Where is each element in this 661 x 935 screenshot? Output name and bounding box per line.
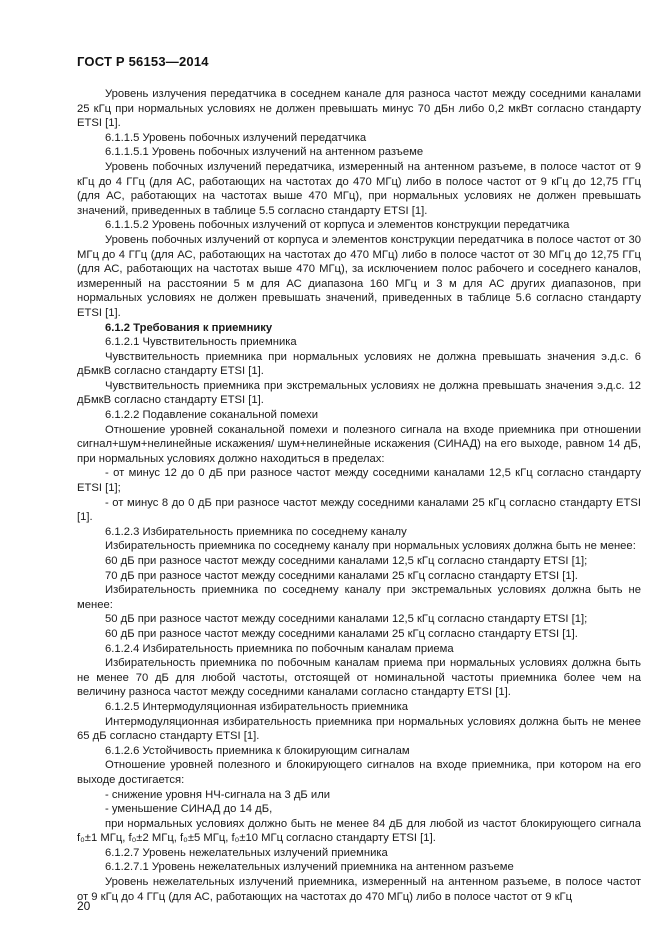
subsection-heading: 6.1.2.6 Устойчивость приемника к блокирующим сигналам — [105, 744, 410, 757]
subsection-heading: 6.1.2.2 Подавление соканальной помехи — [105, 409, 319, 422]
paragraph: Интермодуляционная избирательность приемника при нормальных условиях должна быть не менее 65 дБ согласно стандарту ETSI [1]. — [77, 715, 641, 743]
paragraph: 60 дБ при разносе частот между соседними каналами 12,5 кГц согласно стандарту ETSI [1]; — [105, 555, 588, 567]
paragraph: - от минус 8 до 0 дБ при разносе частот между соседними каналами 25 кГц согласно стандарту ETSI [1]. — [77, 496, 641, 524]
paragraph: Избирательность приемника по соседнему каналу при нормальных условиях должна быть не менее: — [105, 540, 636, 553]
paragraph: Избирательность приемника по побочным каналам приема при нормальных условиях должна быть не менее 70 дБ для любой частоты, отстоящей от номинальной частоты приемника более чем на величину разноса частот между соседними каналами согласно стандарту ETSI [1]. — [77, 657, 641, 699]
paragraph: - уменьшение СИНАД до 14 дБ, — [105, 803, 273, 816]
subsection-heading: 6.1.2.7 Уровень нежелательных излучений приемника — [105, 846, 388, 859]
paragraph: Чувствительность приемника при экстремальных условиях не должна превышать значения э.д.с. 12 дБмкВ согласно стандарту ETSI [1]. — [77, 379, 641, 407]
section-heading: 6.1.2 Требования к приемнику — [105, 321, 273, 334]
paragraph: Уровень нежелательных излучений приемника, измеренный на антенном разъеме, в полосе частот от 9 кГц до 4 ГГц (для АС, работающих на частотах до 470 МГц) либо в полосе частот от 9 кГц — [77, 876, 641, 903]
paragraph: - от минус 12 до 0 дБ при разносе частот между соседними каналами 12,5 кГц согласно стандарту ETSI [1]; — [77, 467, 641, 495]
page-number: 20 — [77, 899, 91, 913]
subsection-heading: 6.1.1.5.2 Уровень побочных излучений от корпуса и элементов конструкции передатчика — [105, 219, 570, 232]
paragraph: 70 дБ при разносе частот между соседними каналами 25 кГц согласно стандарту ETSI [1]. — [105, 569, 578, 582]
paragraph: - снижение уровня НЧ-сигнала на 3 дБ или — [105, 788, 331, 801]
paragraph: при нормальных условиях должно быть не менее 84 дБ для любой из частот блокирующего сигнала f₀±1 МГц, f₀±2 МГц, f₀±5 МГц, f₀±10 МГц согласно стандарту ETSI [1]. — [77, 817, 641, 845]
paragraph: Избирательность приемника по соседнему каналу при экстремальных условиях должна быть не менее: — [77, 584, 641, 611]
paragraph: 60 дБ при разносе частот между соседними каналами 25 кГц согласно стандарту ETSI [1]. — [105, 627, 578, 640]
paragraph: Отношение уровней полезного и блокирующего сигналов на входе приемника, при котором на его выходе достигается: — [77, 759, 641, 786]
document-body — [77, 87, 641, 904]
subsection-heading: 6.1.2.1 Чувствительность приемника — [105, 336, 297, 349]
paragraph: Уровень побочных излучений от корпуса и элементов конструкции передатчика в полосе частот от 30 МГц до 4 ГГц (для АС, работающих на частотах до 470 МГц) либо в полосе частот от 30 МГц до 12,75 ГГц (для АС, работающих на частотах выше 470 МГц), за исключением полос рабочего и соседнего каналов, измеренный на расстоянии 5 м для АС диапазона 160 МГц и 3 м для АС других диапазонов, при нормальных условиях не должен превышать значений, приведенных в таблице 5.6 согласно стандарту ETSI [1]. — [77, 233, 641, 319]
subsection-heading: 6.1.1.5 Уровень побочных излучений передатчика — [105, 131, 367, 144]
paragraph: Чувствительность приемника при нормальных условиях не должна превышать значения э.д.с. 6 дБмкВ согласно стандарту ETSI [1]. — [77, 350, 641, 378]
subsection-heading: 6.1.2.3 Избирательность приемника по соседнему каналу — [105, 525, 407, 538]
subsection-heading: 6.1.2.5 Интермодуляционная избирательность приемника — [105, 700, 409, 713]
subsection-heading: 6.1.2.4 Избирательность приемника по побочным каналам приема — [105, 642, 454, 655]
document-header: ГОСТ Р 56153—2014 — [77, 54, 209, 69]
subsection-heading: 6.1.1.5.1 Уровень побочных излучений на антенном разъеме — [105, 146, 424, 159]
paragraph: 50 дБ при разносе частот между соседними каналами 12,5 кГц согласно стандарту ETSI [1]; — [105, 613, 588, 626]
paragraph: Уровень излучения передатчика в соседнем канале для разноса частот между соседними каналами 25 кГц при нормальных условиях не должен превышать минус 70 дБн либо 0,2 мкВт согласно стандарту ETSI [1]. — [77, 88, 641, 130]
paragraph: Уровень побочных излучений передатчика, измеренный на антенном разъеме, в полосе частот от 9 кГц до 4 ГГц (для АС, работающих на частотах до 470 МГц) либо в полосе частот от 9 кГц до 12,75 ГГц (для АС, работающих на частотах выше 470 МГц), при нормальных условиях не должен превышать значений, приведенных в таблице 5.5 согласно стандарту ETSI [1]. — [77, 160, 641, 217]
paragraph: Отношение уровней соканальной помехи и полезного сигнала на входе приемника при отношении сигнал+шум+нелинейные искажения/ шум+нелинейные искажения (СИНАД) на его выходе, равном 14 дБ, при нормальных условиях должно находиться в пределах: — [77, 423, 641, 465]
subsection-heading: 6.1.2.7.1 Уровень нежелательных излучений приемника на антенном разъеме — [105, 861, 514, 874]
